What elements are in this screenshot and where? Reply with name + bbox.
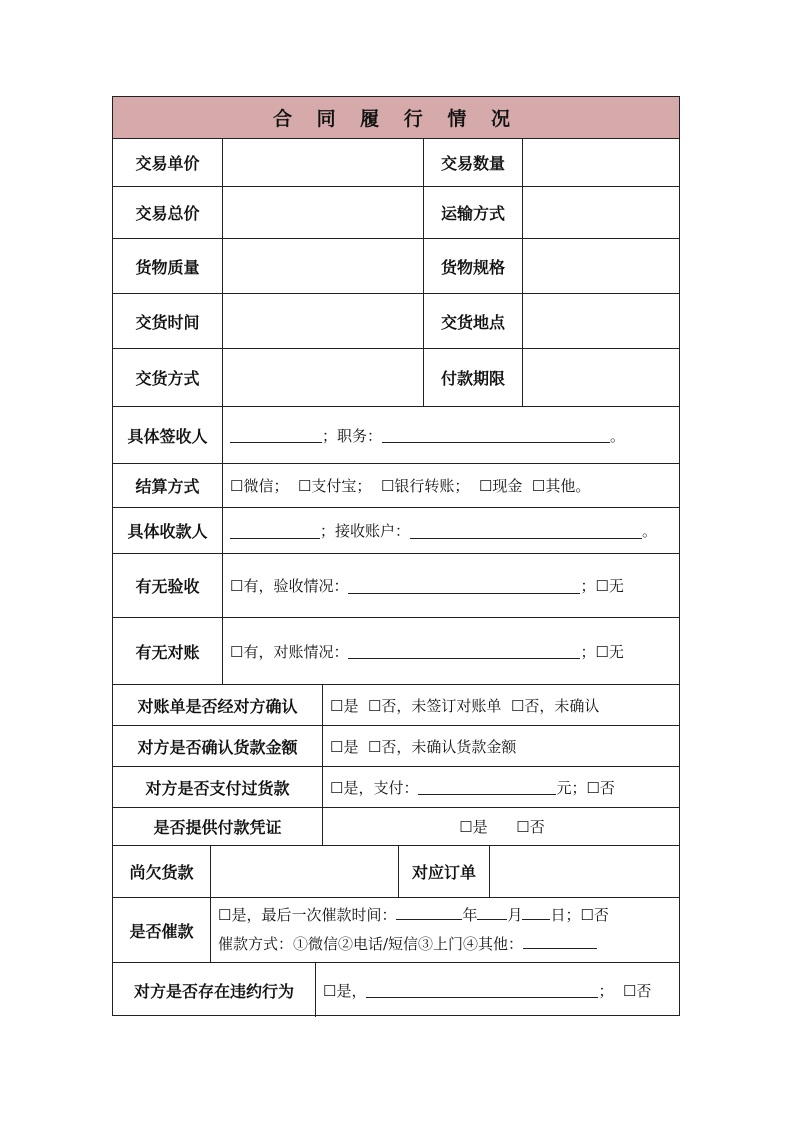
inspection-post[interactable]: ；☐无 (580, 577, 624, 595)
label-spec: 货物规格 (423, 239, 522, 293)
label-delivery-time: 交货时间 (135, 312, 200, 332)
urge-line-1 (218, 901, 609, 930)
breach-pre[interactable]: ☐是， (323, 981, 367, 1000)
urge-other-blank[interactable] (523, 933, 597, 949)
breach-blank[interactable] (366, 982, 598, 998)
settlement-row (113, 464, 679, 508)
form-title: 合 同 履 行 情 况 (113, 97, 679, 138)
settlement-options[interactable]: ☐微信； ☐支付宝； ☐银行转账； ☐现金 ☐其他。 (222, 464, 681, 507)
label-settlement: 结算方式 (135, 477, 200, 496)
confirm-statement-options[interactable]: ☐是 ☐否，未签订对账单 ☐否，未确认 (322, 685, 681, 725)
label-inspection: 有无验收 (135, 577, 200, 596)
reconcile-post[interactable]: ；☐无 (580, 642, 624, 661)
quality-field[interactable] (222, 239, 423, 293)
contract-form (112, 96, 680, 1016)
payment-term-field[interactable] (522, 349, 681, 406)
breach-row (113, 963, 679, 1017)
payee-name-blank[interactable] (230, 523, 320, 539)
signee-mid: ；职务： (322, 426, 383, 445)
label-urge: 是否催款 (129, 921, 194, 941)
paid-value (322, 767, 681, 807)
label-transport: 运输方式 (423, 187, 522, 238)
paid-post[interactable]: 元；☐否 (556, 778, 615, 797)
urge-day-blank[interactable] (522, 904, 550, 920)
payee-mid: ；接收账户： (320, 522, 411, 540)
urge-month-blank[interactable] (477, 904, 507, 920)
label-delivery-place: 交货地点 (423, 294, 522, 348)
breach-post[interactable]: ； ☐否 (598, 981, 652, 1000)
label-reconcile: 有无对账 (135, 642, 200, 662)
urge-day[interactable]: 日；☐否 (550, 906, 609, 924)
reconcile-blank[interactable] (348, 643, 580, 659)
grid-row (113, 139, 679, 187)
reconcile-row (113, 618, 679, 685)
urge-value (210, 898, 681, 962)
owed-row (113, 846, 679, 898)
label-payment-term: 付款期限 (423, 349, 522, 406)
urge-line-2 (218, 930, 597, 959)
transport-field[interactable] (522, 187, 681, 238)
inspection-value (222, 554, 681, 617)
reconcile-value (222, 618, 681, 684)
confirm-statement-row (113, 685, 679, 726)
urge-row (113, 898, 679, 963)
label-delivery-method: 交货方式 (135, 369, 200, 388)
urge-pre[interactable]: ☐是，最后一次催款时间： (218, 906, 397, 924)
signee-value (222, 407, 681, 463)
urge-year-blank[interactable] (396, 904, 462, 920)
payee-value (222, 508, 681, 553)
label-paid: 对方是否支付过货款 (145, 778, 290, 798)
delivery-method-field[interactable] (222, 349, 423, 406)
inspection-row (113, 554, 679, 618)
total-price-field[interactable] (222, 187, 423, 238)
payee-end: 。 (642, 522, 658, 540)
reconcile-pre[interactable]: ☐有，对账情况： (230, 642, 349, 661)
grid-row (113, 294, 679, 349)
label-owed: 尚欠货款 (129, 863, 194, 882)
voucher-row (113, 808, 679, 846)
confirm-amount-row (113, 726, 679, 767)
urge-method[interactable]: 催款方式：①微信②电话/短信③上门④其他： (218, 935, 524, 953)
inspection-pre[interactable]: ☐有，验收情况： (230, 577, 349, 595)
urge-month: 月 (507, 906, 523, 924)
paid-pre[interactable]: ☐是，支付： (330, 778, 419, 797)
grid-row (113, 187, 679, 239)
confirm-amount-options[interactable]: ☐是 ☐否，未确认货款金额 (322, 726, 681, 766)
label-payee: 具体收款人 (127, 522, 208, 541)
inspection-blank[interactable] (348, 578, 580, 594)
signee-end: 。 (610, 426, 626, 445)
voucher-options[interactable]: ☐是 ☐否 (322, 808, 681, 845)
spec-field[interactable] (522, 239, 681, 293)
grid-row (113, 239, 679, 294)
label-signee: 具体签收人 (127, 426, 208, 446)
label-voucher: 是否提供付款凭证 (153, 818, 282, 837)
label-quantity: 交易数量 (423, 139, 522, 186)
signee-name-blank[interactable] (230, 427, 322, 443)
quantity-field[interactable] (522, 139, 681, 186)
order-field[interactable] (489, 846, 681, 897)
form-header-row (113, 97, 679, 139)
label-confirm-statement: 对账单是否经对方确认 (137, 696, 298, 716)
unit-price-field[interactable] (222, 139, 423, 186)
label-unit-price: 交易单价 (135, 154, 200, 173)
grid-row (113, 349, 679, 407)
delivery-time-field[interactable] (222, 294, 423, 348)
urge-year: 年 (462, 906, 478, 924)
paid-row (113, 767, 679, 808)
payee-row (113, 508, 679, 554)
label-breach: 对方是否存在违约行为 (133, 981, 294, 1001)
label-confirm-amount: 对方是否确认货款金额 (137, 737, 298, 757)
paid-amount-blank[interactable] (418, 779, 556, 795)
payee-account-blank[interactable] (410, 523, 642, 539)
breach-value (315, 963, 681, 1017)
label-order: 对应订单 (398, 846, 489, 897)
label-total-price: 交易总价 (135, 204, 200, 223)
owed-field[interactable] (210, 846, 398, 897)
signee-row (113, 407, 679, 464)
label-quality: 货物质量 (135, 257, 200, 277)
signee-title-blank[interactable] (382, 427, 610, 443)
delivery-place-field[interactable] (522, 294, 681, 348)
